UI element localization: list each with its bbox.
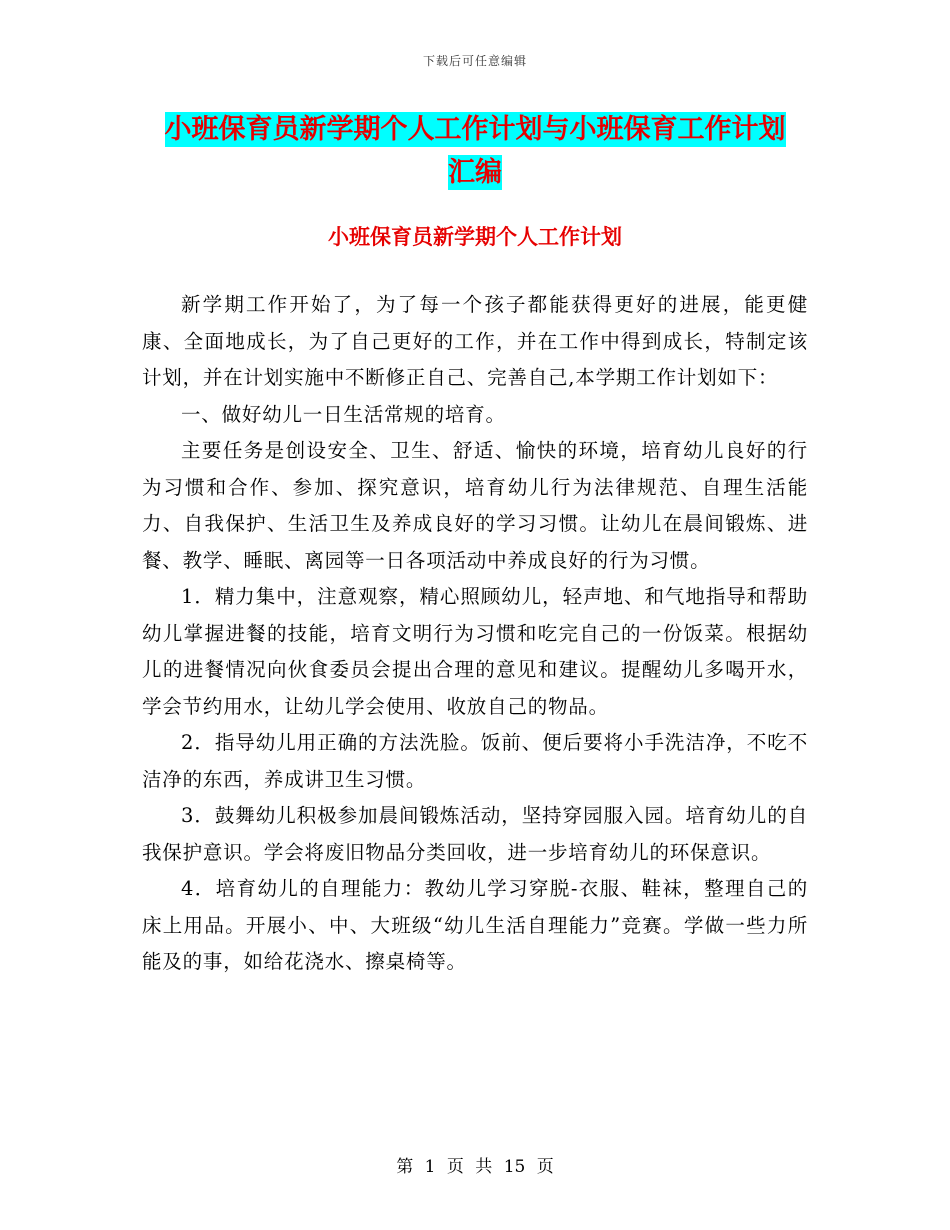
page-header-note: 下载后可任意编辑 [422, 54, 527, 68]
paragraph-heading-1: 一、做好幼儿一日生活常规的培育。 [181, 402, 506, 426]
paragraph-item-3: 3．鼓舞幼儿积极参加晨间锻炼活动，坚持穿园服入园。培育幼儿的自我保护意识。学会将废旧物品分类回收，进一步培育幼儿的环保意识。 [142, 804, 808, 864]
document-body [142, 287, 808, 981]
document-title-line2: 汇编 [448, 157, 502, 188]
paragraph-main-task: 主要任务是创设安全、卫生、舒适、愉快的环境，培育幼儿良好的行为习惯和合作、参加、探究意识，培育幼儿行为法律规范、自理生活能力、自我保护、生活卫生及养成良好的学习习惯。让幼儿在晨间锻炼、进餐、教学、睡眠、离园等一日各项活动中养成良好的行为习惯。 [142, 439, 808, 572]
paragraph-intro: 新学期工作开始了，为了每一个孩子都能获得更好的进展，能更健康、全面地成长，为了自己更好的工作，并在工作中得到成长，特制定该计划，并在计划实施中不断修正自己、完善自己,本学期工作计划如下： [142, 293, 808, 389]
document-title [140, 108, 810, 194]
paragraph-item-1: 1．精力集中，注意观察，精心照顾幼儿，轻声地、和气地指导和帮助幼儿掌握进餐的技能，培育文明行为习惯和吃完自己的一份饭菜。根据幼儿的进餐情况向伙食委员会提出合理的意见和建议。提醒幼儿多喝开水，学会节约用水，让幼儿学会使用、收放自己的物品。 [142, 585, 808, 718]
page-number-footer: 第 1 页 共 15 页 [396, 1157, 554, 1177]
paragraph-item-4: 4．培育幼儿的自理能力：教幼儿学习穿脱-衣服、鞋袜，整理自己的床上用品。开展小、中、大班级“幼儿生活自理能力”竞赛。学做一些力所能及的事，如给花浇水、擦桌椅等。 [142, 877, 808, 973]
paragraph-item-2: 2．指导幼儿用正确的方法洗脸。饭前、便后要将小手洗洁净，不吃不洁净的东西，养成讲卫生习惯。 [142, 731, 808, 791]
document-title-line1: 小班保育员新学期个人工作计划与小班保育工作计划 [164, 114, 786, 145]
section-title: 小班保育员新学期个人工作计划 [328, 225, 622, 249]
